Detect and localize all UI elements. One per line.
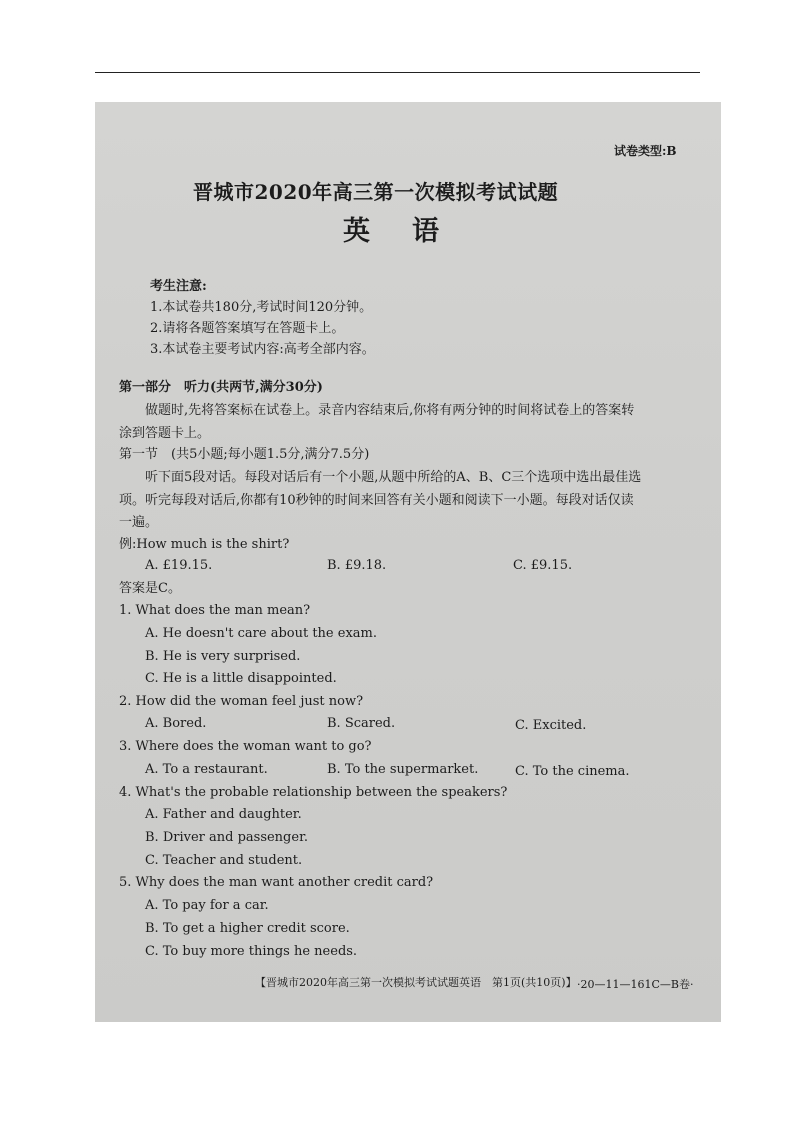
question-2-option-a: A. Bored.: [145, 716, 207, 731]
exam-page-photo: [95, 102, 721, 1022]
part1-heading: 第一部分 听力(共两节,满分30分): [119, 380, 323, 395]
question-5-stem: 5. Why does the man want another credit card?: [119, 875, 434, 890]
part1-instruction: 涂到答题卡上。: [119, 426, 211, 441]
footer-paper-code: ·20—11—161C—B卷·: [577, 978, 694, 991]
question-1-option-b: B. He is very surprised.: [145, 649, 301, 664]
section1-heading: 第一节 (共5小题;每小题1.5分,满分7.5分): [119, 447, 370, 462]
section1-instruction: 项。听完每段对话后,你都有10秒钟的时间来回答有关小题和阅读下一小题。每段对话仅读: [119, 493, 634, 508]
question-3-stem: 3. Where does the woman want to go?: [119, 739, 372, 754]
question-4-option-b: B. Driver and passenger.: [145, 830, 308, 845]
example-option-c: C. £9.15.: [513, 558, 573, 573]
example-option-b: B. £9.18.: [327, 558, 387, 573]
part1-instruction: 做题时,先将答案标在试卷上。录音内容结束后,你将有两分钟的时间将试卷上的答案转: [145, 403, 635, 418]
question-5-option-a: A. To pay for a car.: [145, 898, 269, 913]
example-answer: 答案是C。: [119, 581, 181, 596]
example-option-a: A. £19.15.: [145, 558, 213, 573]
question-1-stem: 1. What does the man mean?: [119, 603, 311, 618]
exam-title: 晋城市2020年高三第一次模拟考试试题: [193, 180, 559, 204]
question-2-stem: 2. How did the woman feel just now?: [119, 694, 364, 709]
notice-item: 3.本试卷主要考试内容:高考全部内容。: [150, 342, 375, 357]
question-5-option-c: C. To buy more things he needs.: [145, 944, 358, 959]
question-5-option-b: B. To get a higher credit score.: [145, 921, 350, 936]
notice-heading: 考生注意:: [150, 279, 207, 294]
question-2-option-b: B. Scared.: [327, 716, 396, 731]
question-3-option-b: B. To the supermarket.: [327, 762, 479, 777]
example-question: 例:How much is the shirt?: [119, 537, 290, 552]
question-4-option-c: C. Teacher and student.: [145, 853, 303, 868]
notice-item: 2.请将各题答案填写在答题卡上。: [150, 321, 345, 336]
footer-page-info: 【晋城市2020年高三第一次模拟考试试题英语 第1页(共10页)】: [255, 976, 577, 989]
notice-item: 1.本试卷共180分,考试时间120分钟。: [150, 300, 373, 315]
question-1-option-c: C. He is a little disappointed.: [145, 671, 337, 686]
question-4-stem: 4. What's the probable relationship between the speakers?: [119, 785, 508, 800]
paper-type-label: 试卷类型:B: [614, 144, 677, 158]
question-1-option-a: A. He doesn't care about the exam.: [145, 626, 377, 641]
section1-instruction: 一遍。: [119, 515, 159, 530]
question-2-option-c: C. Excited.: [515, 718, 587, 733]
question-4-option-a: A. Father and daughter.: [145, 807, 302, 822]
question-3-option-c: C. To the cinema.: [515, 764, 630, 779]
question-3-option-a: A. To a restaurant.: [145, 762, 268, 777]
section1-instruction: 听下面5段对话。每段对话后有一个小题,从题中所给的A、B、C三个选项中选出最佳选: [145, 470, 642, 485]
top-rule: [95, 72, 700, 73]
subject-title: 英语: [343, 216, 481, 247]
